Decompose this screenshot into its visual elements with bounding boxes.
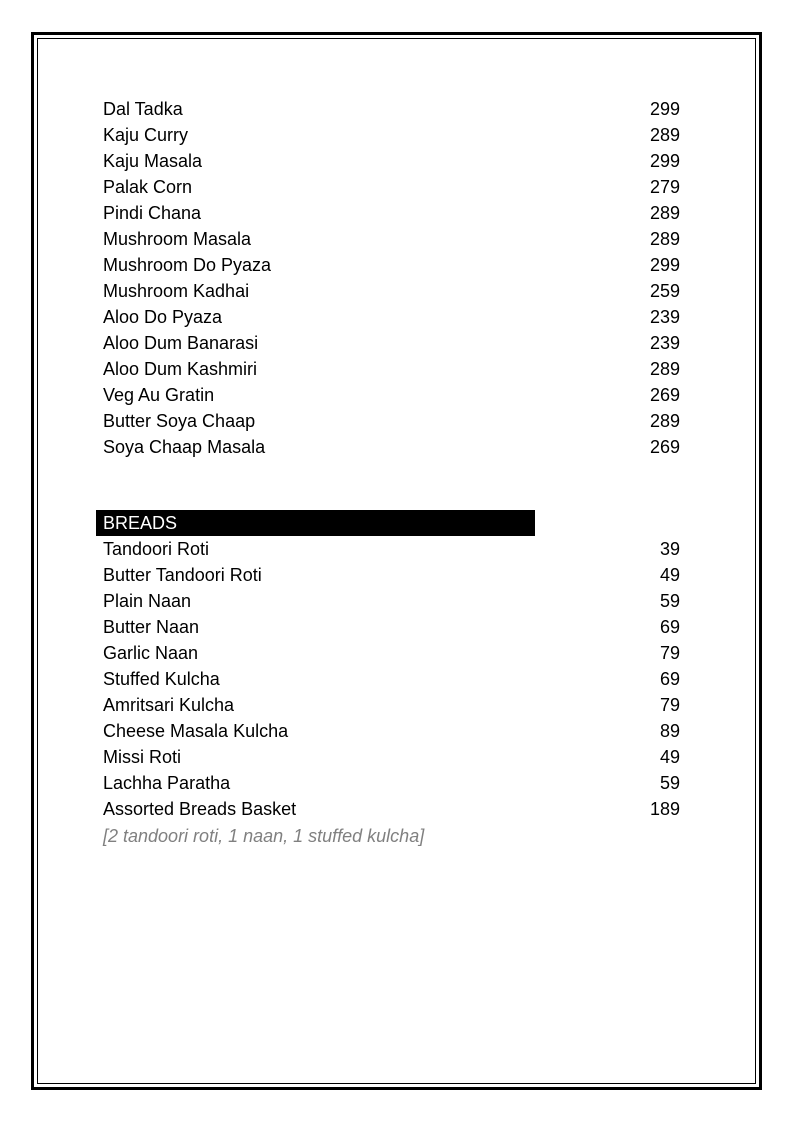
menu-item-name: Lachha Paratha xyxy=(103,773,231,793)
menu-item-price: 289 xyxy=(649,125,680,145)
menu-item-price: 69 xyxy=(659,669,680,689)
menu-item-name: Aloo Dum Banarasi xyxy=(103,333,259,353)
menu-item-name: Garlic Naan xyxy=(103,643,199,663)
menu-item-price: 49 xyxy=(659,565,680,585)
menu-item-price: 39 xyxy=(659,539,680,559)
curries-menu-list xyxy=(103,96,680,460)
menu-item-price: 69 xyxy=(659,617,680,637)
menu-item-price: 79 xyxy=(659,695,680,715)
menu-item-name: Veg Au Gratin xyxy=(103,385,215,405)
menu-item-name: Mushroom Masala xyxy=(103,229,252,249)
menu-item-row xyxy=(103,356,680,382)
menu-item-row xyxy=(103,434,680,460)
menu-item-row xyxy=(103,330,680,356)
menu-item-price: 289 xyxy=(649,203,680,223)
menu-item-price: 79 xyxy=(659,643,680,663)
menu-item-row xyxy=(103,718,680,744)
menu-item-row xyxy=(103,692,680,718)
menu-item-row xyxy=(103,304,680,330)
menu-item-price: 239 xyxy=(649,307,680,327)
menu-item-row xyxy=(103,382,680,408)
breads-menu-list xyxy=(103,536,680,822)
menu-item-price: 289 xyxy=(649,411,680,431)
menu-item-price: 289 xyxy=(649,359,680,379)
menu-item-row xyxy=(103,122,680,148)
menu-item-price: 49 xyxy=(659,747,680,767)
menu-item-name: Butter Tandoori Roti xyxy=(103,565,262,585)
menu-item-row xyxy=(103,226,680,252)
menu-item-name: Tandoori Roti xyxy=(103,539,210,559)
menu-item-row xyxy=(103,408,680,434)
menu-item-name: Mushroom Kadhai xyxy=(103,281,250,301)
menu-item-name: Plain Naan xyxy=(103,591,192,611)
menu-item-price: 299 xyxy=(649,255,680,275)
menu-item-row xyxy=(103,588,680,614)
menu-item-price: 89 xyxy=(659,721,680,741)
menu-item-price: 279 xyxy=(649,177,680,197)
menu-item-price: 299 xyxy=(649,99,680,119)
menu-item-row xyxy=(103,796,680,822)
menu-item-name: Aloo Do Pyaza xyxy=(103,307,223,327)
menu-item-name: Dal Tadka xyxy=(103,99,183,119)
menu-item-name: Kaju Masala xyxy=(103,151,203,171)
menu-item-row xyxy=(103,200,680,226)
menu-item-name: Kaju Curry xyxy=(103,125,189,145)
menu-item-row xyxy=(103,562,680,588)
menu-item-price: 189 xyxy=(649,799,680,819)
menu-item-name: Amritsari Kulcha xyxy=(103,695,235,715)
menu-item-price: 269 xyxy=(649,437,680,457)
menu-item-price: 239 xyxy=(649,333,680,353)
menu-item-name: Pindi Chana xyxy=(103,203,202,223)
menu-item-name: Assorted Breads Basket xyxy=(103,799,297,819)
menu-item-name: Palak Corn xyxy=(103,177,193,197)
menu-item-row xyxy=(103,614,680,640)
menu-item-name: Butter Naan xyxy=(103,617,200,637)
menu-item-name: Soya Chaap Masala xyxy=(103,437,266,457)
menu-item-name: Stuffed Kulcha xyxy=(103,669,220,689)
menu-item-row xyxy=(103,666,680,692)
menu-item-row xyxy=(103,174,680,200)
menu-item-row xyxy=(103,536,680,562)
menu-item-row xyxy=(103,252,680,278)
menu-item-name: Butter Soya Chaap xyxy=(103,411,256,431)
menu-item-name: Cheese Masala Kulcha xyxy=(103,721,289,741)
menu-item-price: 299 xyxy=(649,151,680,171)
assorted-basket-note: [2 tandoori roti, 1 naan, 1 stuffed kulcha] xyxy=(103,826,425,846)
breads-section-header: BREADS xyxy=(96,510,535,536)
menu-item-name: Missi Roti xyxy=(103,747,182,767)
menu-item-row xyxy=(103,278,680,304)
menu-item-price: 259 xyxy=(649,281,680,301)
menu-item-name: Mushroom Do Pyaza xyxy=(103,255,272,275)
menu-item-price: 59 xyxy=(659,591,680,611)
menu-item-price: 289 xyxy=(649,229,680,249)
menu-item-row xyxy=(103,96,680,122)
menu-item-row xyxy=(103,744,680,770)
menu-item-row xyxy=(103,148,680,174)
menu-item-row xyxy=(103,640,680,666)
menu-item-row xyxy=(103,770,680,796)
menu-item-name: Aloo Dum Kashmiri xyxy=(103,359,258,379)
menu-item-price: 59 xyxy=(659,773,680,793)
menu-item-price: 269 xyxy=(649,385,680,405)
